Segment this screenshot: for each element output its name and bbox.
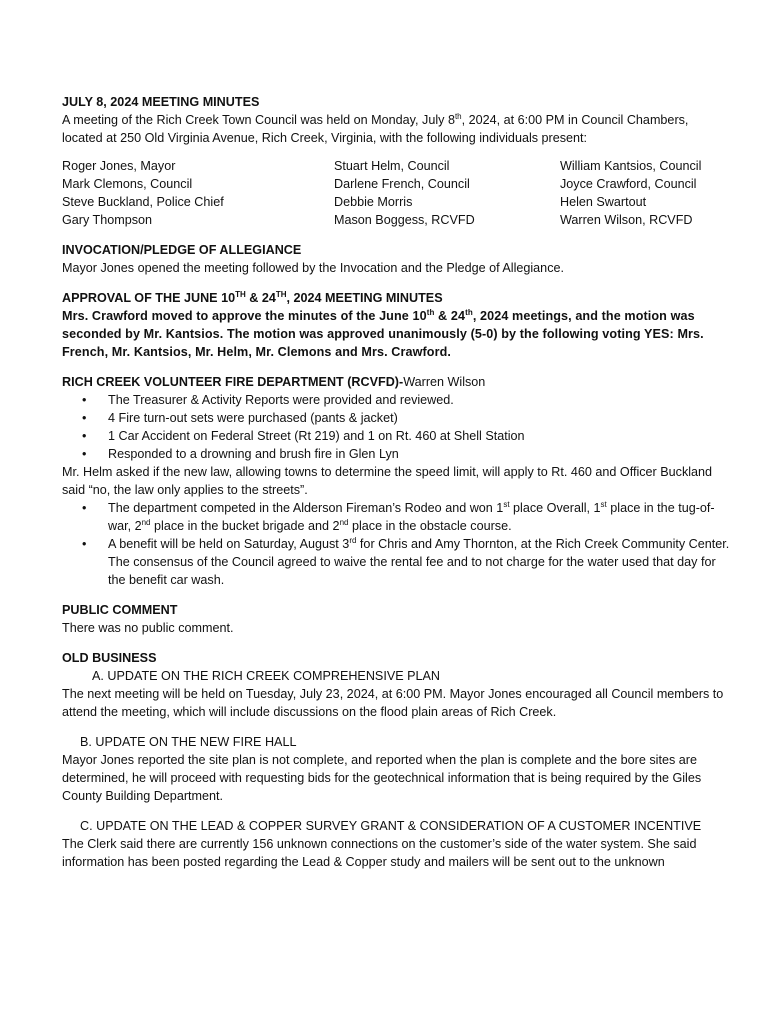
public-comment-text: There was no public comment. <box>62 621 234 635</box>
attendee: Mason Boggess, RCVFD <box>334 213 475 227</box>
approval-heading: APPROVAL OF THE JUNE 10TH & 24TH, 2024 MEETING MINUTES <box>62 289 443 305</box>
attendee: Debbie Morris <box>334 195 413 209</box>
attendee-column-2 <box>334 157 560 229</box>
rcvfd-heading: RICH CREEK VOLUNTEER FIRE DEPARTMENT (RCVFD)- <box>62 375 404 389</box>
invocation-heading: INVOCATION/PLEDGE OF ALLEGIANCE <box>62 243 302 257</box>
attendee: William Kantsios, Council <box>560 159 702 173</box>
rcvfd-heading-line <box>62 373 732 391</box>
old-business-c-heading: C. UPDATE ON THE LEAD & COPPER SURVEY GRANT & CONSIDERATION OF A CUSTOMER INCENTIVE <box>80 819 702 833</box>
attendee-column-1 <box>62 157 334 229</box>
attendee: Roger Jones, Mayor <box>62 159 176 173</box>
old-business-b-text: Mayor Jones reported the site plan is not complete, and reported when the plan is complete and the bore sites are determined, he will proceed with requesting bids for the geotechnical information that is being required by the Giles County Building Department. <box>62 753 702 803</box>
invocation-text: Mayor Jones opened the meeting followed by the Invocation and the Pledge of Allegiance. <box>62 261 564 275</box>
attendee: Warren Wilson, RCVFD <box>560 213 693 227</box>
approval-motion: Mrs. Crawford moved to approve the minutes of the June 10th & 24th, 2024 meetings, and the motion was seconded by Mr. Kantsios. The motion was approved unanimously (5-0) by the following voting YES: Mrs. French, Mr. Kantsios, Mr. Helm, Mr. Clemons and Mrs. Crawford. <box>62 307 704 359</box>
list-item: • Responded to a drowning and brush fire in Glen Lyn <box>62 445 732 463</box>
document-content <box>62 93 732 871</box>
list-item: • A benefit will be held on Saturday, August 3rd for Chris and Amy Thornton, at the Rich Creek Community Center. The consensus of the Council agreed to waive the rental fee and to not charge for the water used that day for the benefit car wash. <box>62 535 732 589</box>
rcvfd-bullet-list <box>62 391 732 463</box>
attendee: Steve Buckland, Police Chief <box>62 195 224 209</box>
intro-paragraph: A meeting of the Rich Creek Town Council was held on Monday, July 8th, 2024, at 6:00 PM in Council Chambers, located at 250 Old Virginia Avenue, Rich Creek, Virginia, with the following individuals present: <box>62 111 689 145</box>
old-business-heading: OLD BUSINESS <box>62 651 157 665</box>
attendee-column-3 <box>560 157 732 229</box>
list-item: • The Treasurer & Activity Reports were provided and reviewed. <box>62 391 732 409</box>
list-item: • 4 Fire turn-out sets were purchased (pants & jacket) <box>62 409 732 427</box>
attendee: Gary Thompson <box>62 213 153 227</box>
attendee: Helen Swartout <box>560 195 647 209</box>
old-business-b-heading: B. UPDATE ON THE NEW FIRE HALL <box>80 735 297 749</box>
list-item: • 1 Car Accident on Federal Street (Rt 219) and 1 on Rt. 460 at Shell Station <box>62 427 732 445</box>
list-item: • The department competed in the Alderson Fireman’s Rodeo and won 1st place Overall, 1st place in the tug-of-war, 2nd place in the bucket brigade and 2nd place in the obstacle course. <box>62 499 732 535</box>
attendee: Darlene French, Council <box>334 177 470 191</box>
attendee: Joyce Crawford, Council <box>560 177 697 191</box>
minutes-heading: JULY 8, 2024 MEETING MINUTES <box>62 95 260 109</box>
attendee: Stuart Helm, Council <box>334 159 450 173</box>
attendee: Mark Clemons, Council <box>62 177 193 191</box>
rcvfd-bullet-list-2 <box>62 499 732 589</box>
public-comment-heading: PUBLIC COMMENT <box>62 603 178 617</box>
old-business-a-text: The next meeting will be held on Tuesday, July 23, 2024, at 6:00 PM. Mayor Jones encouraged all Council members to attend the meeting, which will include discussions on the flood plain areas of Rich Creek. <box>62 687 724 719</box>
rcvfd-presenter: Warren Wilson <box>403 375 486 389</box>
helm-note: Mr. Helm asked if the new law, allowing towns to determine the speed limit, will apply to Rt. 460 and Officer Buckland said “no, the law only applies to the streets”. <box>62 465 713 497</box>
old-business-a-heading: A. UPDATE ON THE RICH CREEK COMPREHENSIVE PLAN <box>92 669 441 683</box>
old-business-c-text: The Clerk said there are currently 156 unknown connections on the customer’s side of the water system. She said information has been posted regarding the Lead & Copper study and mailers will be sent out to the unknown <box>62 837 697 869</box>
attendee-list <box>62 157 732 229</box>
